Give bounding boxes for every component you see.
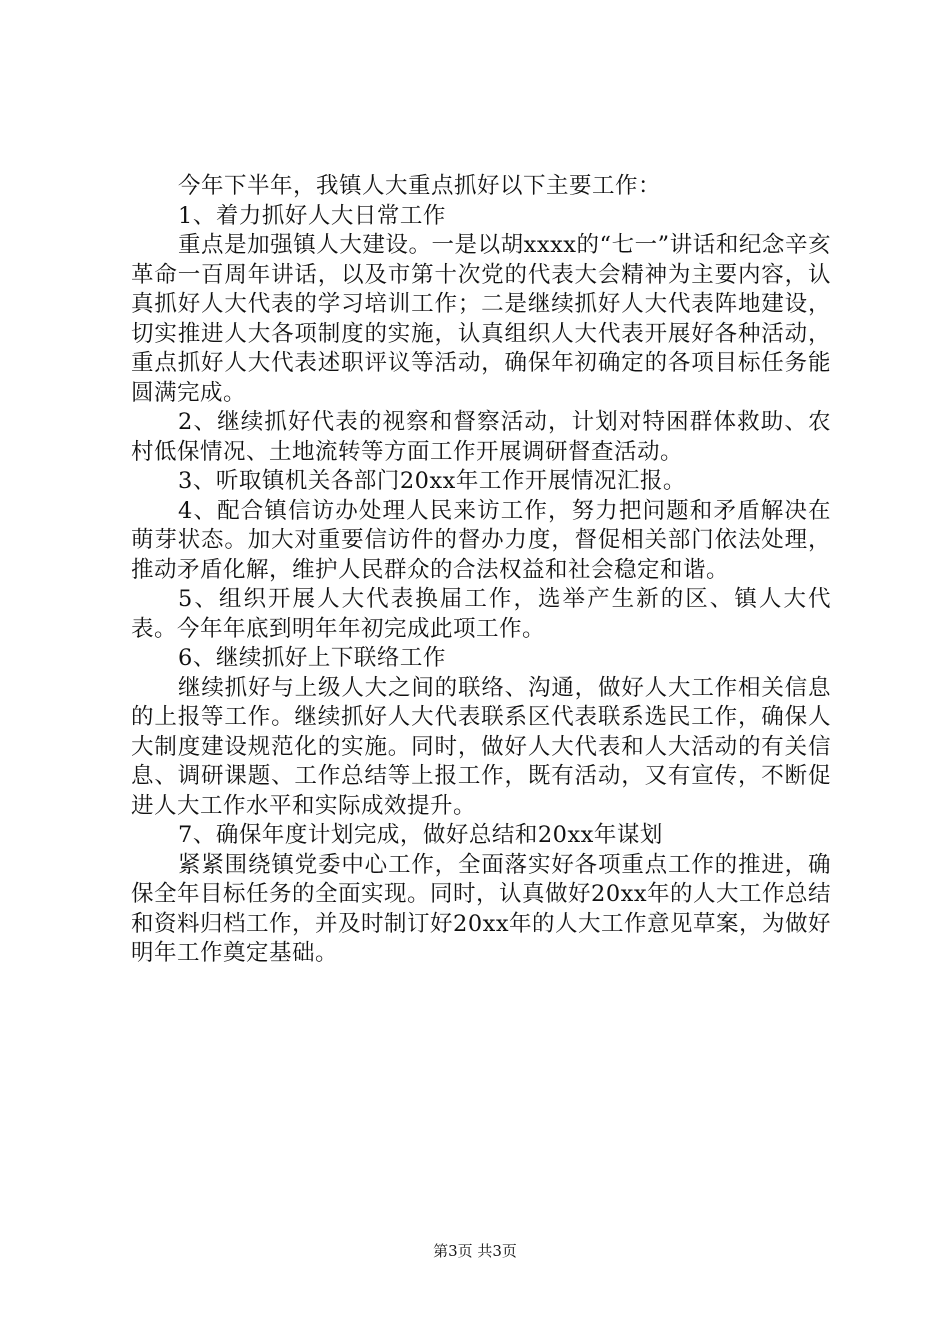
heading-item-1: 1、着力抓好人大日常工作: [178, 202, 446, 229]
paragraph-item-7: 紧紧围绕镇党委中心工作，全面落实好各项重点工作的推进，确保全年目标任务的全面实现。同时，认真做好20xx年的人大工作总结和资料归档工作，并及时制订好20xx年的人大工作意见草案，为做好明年工作奠定基础。: [131, 851, 832, 966]
heading-item-6: 6、继续抓好上下联络工作: [178, 645, 446, 671]
paragraph-intro: 今年下半年，我镇人大重点抓好以下主要工作：: [178, 173, 662, 199]
paragraph-item-1: 重点是加强镇人大建设。一是以胡xxxx的“七一”讲话和纪念辛亥革命一百周年讲话，以及市第十次党的代表大会精神为主要内容，认真抓好人大代表的学习培训工作；二是继续抓好人大代表阵地建设，切实推进人大各项制度的实施，认真组织人大代表开展好各种活动，重点抓好人大代表述职评议等活动，确保年初确定的各项目标任务能圆满完成。: [131, 232, 831, 406]
paragraph-item-3: 3、听取镇机关各部门20xx年工作开展情况汇报。: [178, 468, 686, 494]
paragraph-item-2: 2、继续抓好代表的视察和督察活动，计划对特困群体救助、农村低保情况、土地流转等方面工作开展调研督查活动。: [131, 409, 831, 465]
paragraph-item-6: 继续抓好与上级人大之间的联络、沟通，做好人大工作相关信息的上报等工作。继续抓好人大代表联系区代表联系选民工作，确保人大制度建设规范化的实施。同时，做好人大代表和人大活动的有关信息、调研课题、工作总结等上报工作，既有活动，又有宣传，不断促进人大工作水平和实际成效提升。: [131, 674, 831, 819]
paragraph-item-5: 5、组织开展人大代表换届工作，选举产生新的区、镇人大代表。今年年底到明年年初完成此项工作。: [131, 586, 831, 642]
paragraph-item-4: 4、配合镇信访办处理人民来访工作，努力把问题和矛盾解决在萌芽状态。加大对重要信访件的督办力度，督促相关部门依法处理，推动矛盾化解，维护人民群众的合法权益和社会稳定和谐。: [131, 497, 831, 583]
page-number-label: 第3页 共3页: [433, 1242, 517, 1260]
page-footer: [0, 1242, 950, 1260]
heading-item-7: 7、确保年度计划完成，做好总结和20xx年谋划: [178, 822, 663, 848]
document-body: [131, 172, 831, 969]
